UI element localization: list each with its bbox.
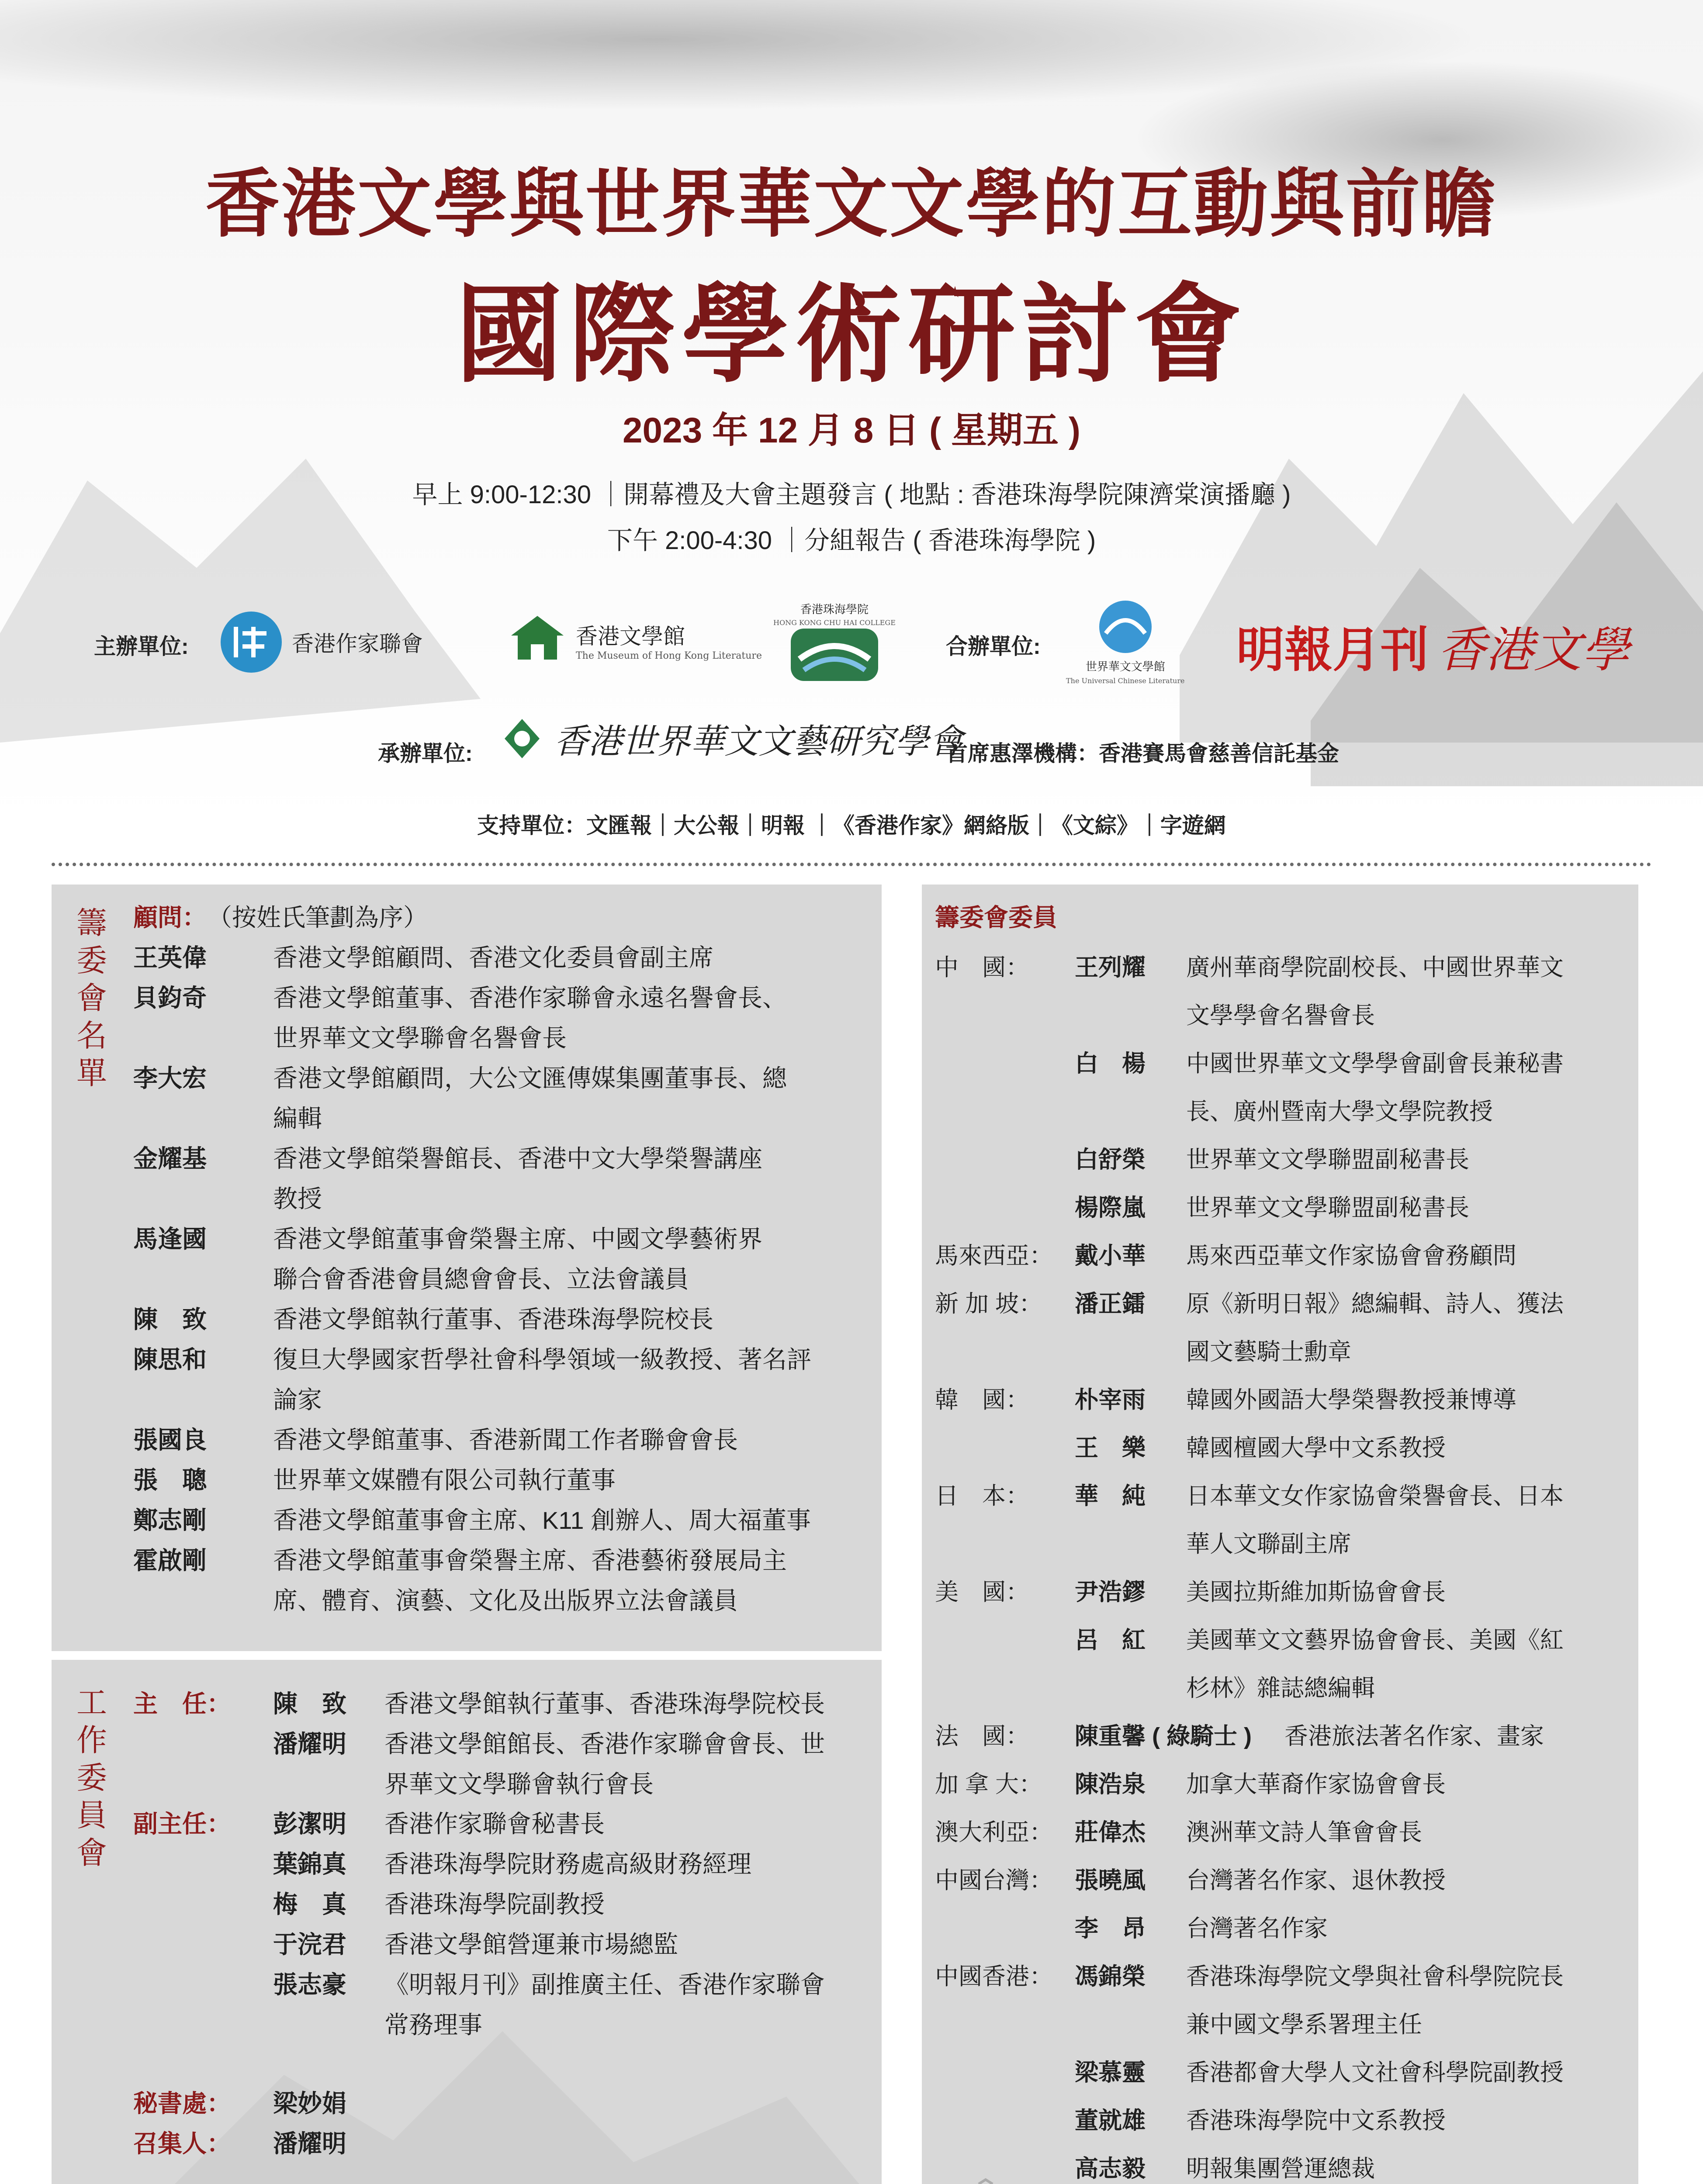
co-organizer-label: 合辦單位:: [946, 634, 1041, 659]
advisor-name: 金耀基: [133, 1145, 207, 1172]
vice-chair-name: 彭潔明: [273, 1810, 346, 1838]
member-title: 國文藝騎士勳章: [1186, 1339, 1351, 1365]
advisor-title: 香港文學館顧問，大公文匯傳媒集團董事長、總: [273, 1064, 787, 1092]
vice-chair-title: 香港珠海學院財務處高級財務經理: [384, 1850, 751, 1878]
support-units: 支持單位：文匯報｜大公報｜明報 ｜《香港作家》網絡版｜《文綜》｜字遊網: [477, 813, 1226, 838]
region-label: 馬來西亞：: [935, 1243, 1053, 1269]
title-line-1: 香港文學與世界華文文學的互動與前瞻: [205, 160, 1498, 248]
secretary-name: 梁妙娟: [273, 2090, 346, 2117]
advisor-title: 香港文學館榮譽館長、香港中文大學榮譽講座: [273, 1145, 762, 1172]
advisor-title: 香港文學館執行董事、香港珠海學院校長: [273, 1306, 713, 1333]
logo-subtext: HONG KONG CHU HAI COLLEGE: [773, 619, 896, 627]
advisor-title: 香港文學館董事、香港新聞工作者聯會會長: [273, 1426, 738, 1454]
chair-title: 界華文文學聯會執行會長: [384, 1770, 654, 1798]
advisor-name: 貝鈞奇: [133, 984, 207, 1012]
member-title: 香港珠海學院中文系教授: [1186, 2108, 1446, 2134]
member-title: 兼中國文學系署理主任: [1186, 2011, 1422, 2038]
ucl-logo-icon: [1095, 598, 1156, 655]
member-name: 白 楊: [1075, 1051, 1146, 1077]
vice-chair-title: 香港作家聯會秘書長: [384, 1810, 605, 1838]
region-label: 加 拿 大：: [935, 1771, 1043, 1797]
member-name: 白舒榮: [1075, 1147, 1146, 1173]
member-name: 馮錦榮: [1075, 1963, 1146, 1990]
member-title: 加拿大華裔作家協會會長: [1186, 1771, 1446, 1797]
region-label: 中國香港：: [935, 1963, 1053, 1990]
advisor-title: 論家: [273, 1386, 322, 1413]
hk-writers-logo-icon: [218, 609, 284, 675]
vice-chair-title: 香港珠海學院副教授: [384, 1890, 605, 1918]
logo-text: 明報月刊: [1236, 622, 1429, 678]
advisor-title: 世界華文文學聯會名譽會長: [273, 1024, 567, 1052]
title-line-2: 國際學術研討會: [455, 271, 1248, 397]
member-title: 香港旅法著名作家、畫家: [1284, 1723, 1544, 1749]
advisor-title: 復旦大學國家哲學社會科學領域一級教授、著名評: [273, 1346, 811, 1373]
advisor-title: 香港文學館董事、香港作家聯會永遠名譽會長、: [273, 984, 787, 1012]
region-label: 美 國：: [935, 1579, 1029, 1605]
vice-chair-name: 張志豪: [273, 1971, 346, 1998]
member-name: 王列耀: [1075, 954, 1146, 981]
member-name: 尹浩鏐: [1075, 1579, 1146, 1605]
member-name: 王 樂: [1075, 1435, 1146, 1461]
member-name: 華 純: [1075, 1483, 1146, 1509]
logo-ming-pao-monthly: [1236, 612, 1429, 681]
member-title: 世界華文文學聯盟副秘書長: [1186, 1195, 1469, 1221]
advisor-name: 陳思和: [133, 1346, 207, 1373]
logo-subtext: The Museum of Hong Kong Literature: [576, 650, 762, 661]
member-title: 韓國檀國大學中文系教授: [1186, 1435, 1446, 1461]
chair-name: 潘耀明: [273, 1730, 346, 1758]
logo-chu-hai-college: [773, 601, 896, 681]
member-name: 高志毅: [1075, 2156, 1146, 2182]
vice-chair-name: 葉錦真: [273, 1850, 346, 1878]
chair-name: 陳 致: [273, 1690, 346, 1717]
member-title: 日本華文女作家協會榮譽會長、日本: [1186, 1483, 1564, 1509]
logo-universal-chinese-literature: [1066, 598, 1184, 685]
vice-chair-name: 于浣君: [273, 1931, 346, 1958]
member-name: 陳浩泉: [1075, 1771, 1146, 1797]
advisor-title: 香港文學館顧問、香港文化委員會副主席: [273, 944, 713, 971]
member-title: 香港珠海學院文學與社會科學院院長: [1186, 1963, 1564, 1990]
advisor-name: 王英偉: [133, 944, 207, 971]
member-title: 明報集團營運總裁: [1186, 2156, 1375, 2182]
member-name: 戴小華: [1075, 1243, 1146, 1269]
logo-subtext: The Universal Chinese Literature: [1066, 677, 1185, 685]
advisor-name: 張國良: [133, 1426, 207, 1454]
advisor-title: 香港文學館董事會榮譽主席、香港藝術發展局主: [273, 1547, 787, 1574]
vice-chair-title: 常務理事: [384, 2011, 482, 2039]
advisor-name: 李大宏: [133, 1064, 207, 1092]
member-name: 莊偉杰: [1075, 1819, 1146, 1845]
advisor-title: 香港文學館董事會主席、K11 創辦人、周大福董事: [273, 1507, 811, 1534]
vice-chair-label: 副主任：: [133, 1810, 231, 1838]
member-title: 廣州華商學院副校長、中國世界華文: [1186, 954, 1564, 981]
member-title: 澳洲華文詩人筆會會長: [1186, 1819, 1422, 1845]
member-title: 美國華文文藝界協會會長、美國《紅: [1186, 1627, 1564, 1653]
vice-chair-title: 《明報月刊》副推廣主任、香港作家聯會: [384, 1971, 825, 1998]
undertake-label: 承辦單位:: [378, 741, 473, 766]
chair-title: 香港文學館執行董事、香港珠海學院校長: [384, 1690, 825, 1717]
member-title: 杉林》雜誌總編輯: [1186, 1675, 1375, 1701]
region-label: 中國台灣：: [935, 1867, 1053, 1894]
member-title: 世界華文文學聯盟副秘書長: [1186, 1147, 1469, 1173]
advisor-title: 教授: [273, 1185, 322, 1213]
member-title: 原《新明日報》總編輯、詩人、獲法: [1186, 1291, 1564, 1317]
advisor-title: 聯合會香港會員總會會長、立法會議員: [273, 1265, 689, 1293]
logo-text: 香港文學館: [576, 623, 685, 649]
member-title: 華人文聯副主席: [1186, 1531, 1351, 1557]
member-title: 台灣著名作家、退休教授: [1186, 1867, 1446, 1894]
advisor-name: 鄭志剛: [133, 1507, 207, 1534]
region-label: 法 國：: [935, 1723, 1029, 1749]
member-title: 馬來西亞華文作家協會會務顧問: [1186, 1243, 1516, 1269]
member-name: 董就雄: [1075, 2108, 1146, 2134]
member-name: 梁慕靈: [1075, 2060, 1146, 2086]
schedule-afternoon: 下午 2:00-4:30 ｜分組報告 ( 香港珠海學院 ): [607, 526, 1096, 555]
society-logo-icon: [498, 715, 546, 763]
advisor-title: 世界華文媒體有限公司執行董事: [273, 1466, 616, 1494]
region-label: 澳大利亞：: [935, 1819, 1053, 1845]
chu-hai-logo-icon: [791, 629, 878, 681]
schedule-morning: 早上 9:00-12:30 ｜開幕禮及大會主題發言 ( 地點 : 香港珠海學院陳濟棠演播廳 ): [412, 480, 1291, 509]
chair-title: 香港文學館館長、香港作家聯會會長、世: [384, 1730, 825, 1758]
dotted-divider: [52, 863, 1651, 866]
member-name: 李 昂: [1075, 1915, 1146, 1942]
chief-sponsor: 首席惠澤機構：香港賽馬會慈善信託基金: [946, 741, 1339, 766]
region-label: 中 國：: [935, 954, 1029, 981]
advisor-name: 陳 致: [133, 1306, 207, 1333]
logo-text: 香港作家聯會: [292, 631, 423, 657]
member-title: 美國拉斯維加斯協會會長: [1186, 1579, 1446, 1605]
member-title: 中國世界華文文學學會副會長兼秘書: [1186, 1051, 1564, 1077]
advisor-name: 張 聰: [133, 1466, 207, 1494]
event-date: 2023 年 12 月 8 日 ( 星期五 ): [622, 411, 1081, 450]
advisor-title: 席、體育、演藝、文化及出版界立法會議員: [273, 1587, 738, 1614]
region-label: 新 加 坡：: [935, 1291, 1043, 1317]
convener-name: 潘耀明: [273, 2130, 346, 2157]
advisor-title: 編輯: [273, 1105, 322, 1132]
chair-label: 主 任：: [133, 1690, 231, 1717]
member-title: 香港都會大學人文社會科學院副教授: [1186, 2060, 1564, 2086]
logo-museum-hk-literature: [507, 609, 762, 670]
museum-logo-icon: [507, 609, 568, 670]
logo-text: 香港珠海學院: [800, 603, 869, 616]
logo-hk-writers-association: [218, 609, 423, 675]
logo-text: 世界華文文學館: [1085, 660, 1165, 674]
advisors-note: （按姓氏筆劃為序）: [208, 904, 428, 931]
advisors-label: 顧問：: [133, 904, 207, 931]
organizing-committee-vertical-label: 籌 委 會 名 單: [76, 905, 107, 1091]
logo-text: 香港文學: [1437, 622, 1630, 678]
member-title: 文學學會名譽會長: [1186, 1002, 1375, 1029]
member-name: 陳重馨 ( 綠騎士 ): [1075, 1723, 1252, 1749]
member-name: 楊際嵐: [1075, 1195, 1146, 1221]
region-label: 韓 國：: [935, 1387, 1029, 1413]
host-label: 主辦單位:: [94, 634, 189, 659]
member-name: 潘正鐳: [1075, 1291, 1146, 1317]
working-committee-vertical-label: 工 作 委 員 會: [76, 1685, 107, 1871]
advisor-name: 馬逢國: [133, 1225, 207, 1253]
member-name: 張曉風: [1075, 1867, 1146, 1894]
vice-chair-name: 梅 真: [273, 1890, 346, 1918]
member-name: 呂 紅: [1075, 1627, 1146, 1653]
logo-hk-world-chinese-literature-society: [498, 714, 963, 763]
advisor-title: 香港文學館董事會榮譽主席、中國文學藝術界: [273, 1225, 762, 1253]
secretary-label: 秘書處：: [133, 2090, 231, 2117]
member-title: 台灣著名作家: [1186, 1915, 1328, 1942]
vice-chair-title: 香港文學館營運兼市場總監: [384, 1931, 678, 1958]
logo-hong-kong-literature: [1437, 612, 1630, 681]
convener-label: 召集人：: [133, 2130, 231, 2157]
advisor-name: 霍啟剛: [133, 1547, 207, 1574]
logo-text: 香港世界華文文藝研究學會: [554, 722, 963, 761]
member-title: 長、廣州暨南大學文學院教授: [1186, 1099, 1493, 1125]
member-name: 朴宰雨: [1075, 1387, 1146, 1413]
committee-members-heading: 籌委會委員: [935, 904, 1057, 931]
region-label: 日 本：: [935, 1483, 1029, 1509]
member-title: 韓國外國語大學榮譽教授兼博導: [1186, 1387, 1516, 1413]
